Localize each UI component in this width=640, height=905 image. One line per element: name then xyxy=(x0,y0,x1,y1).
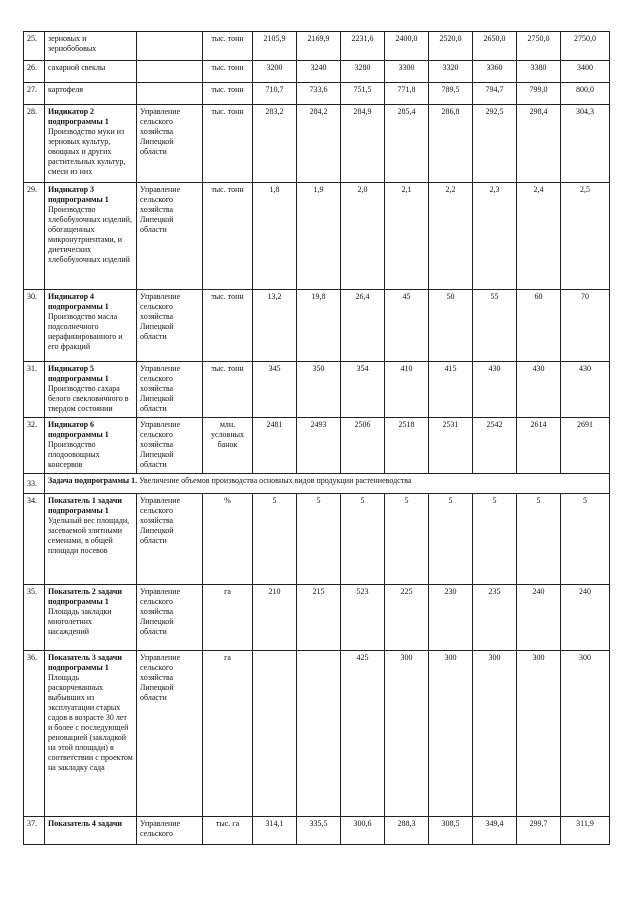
unit-of-measure: га xyxy=(203,585,253,651)
value-cell: 225 xyxy=(385,585,429,651)
value-cell: 300 xyxy=(517,651,561,817)
indicator-title: Показатель 3 задачи подпрограммы 1 xyxy=(48,653,122,672)
value-cell: 300 xyxy=(429,651,473,817)
indicator-title: Показатель 1 задачи подпрограммы 1 xyxy=(48,496,122,515)
table-row xyxy=(24,494,610,585)
indicator-cell xyxy=(45,585,137,651)
value-cell: 298,4 xyxy=(517,105,561,183)
value-cell: 2,0 xyxy=(341,183,385,290)
row-number: 26. xyxy=(24,61,45,83)
value-cell: 2506 xyxy=(341,418,385,474)
table-row xyxy=(24,651,610,817)
value-cell: 2542 xyxy=(473,418,517,474)
table-row xyxy=(24,105,610,183)
indicator-title: Индикатор 6 подпрограммы 1 xyxy=(48,420,109,439)
value-cell: 425 xyxy=(341,651,385,817)
unit-of-measure: тыс. тонн xyxy=(203,362,253,418)
indicator-description: Площадь закладки многолетних насаждений xyxy=(48,607,112,636)
row-number: 34. xyxy=(24,494,45,585)
value-cell: 292,5 xyxy=(473,105,517,183)
value-cell: 299,7 xyxy=(517,817,561,845)
value-cell: 45 xyxy=(385,290,429,362)
value-cell: 283,2 xyxy=(253,105,297,183)
row-number: 31. xyxy=(24,362,45,418)
value-cell: 5 xyxy=(385,494,429,585)
value-cell: 215 xyxy=(297,585,341,651)
value-cell: 210 xyxy=(253,585,297,651)
indicator-cell xyxy=(45,290,137,362)
value-cell: 2518 xyxy=(385,418,429,474)
row-number: 28. xyxy=(24,105,45,183)
table-row xyxy=(24,183,610,290)
value-cell: 314,1 xyxy=(253,817,297,845)
value-cell: 799,0 xyxy=(517,83,561,105)
value-cell: 5 xyxy=(297,494,341,585)
value-cell: 430 xyxy=(561,362,610,418)
row-number: 37. xyxy=(24,817,45,845)
value-cell: 415 xyxy=(429,362,473,418)
value-cell: 2493 xyxy=(297,418,341,474)
table-row xyxy=(24,61,610,83)
indicator-description: Производство хлебобулочных изделий, обогащенных микронутриентами, и диетических хлебобулочных изделий xyxy=(48,205,132,264)
value-cell xyxy=(297,651,341,817)
unit-of-measure: га xyxy=(203,651,253,817)
indicator-description: Производство плодоовощных консервов xyxy=(48,440,100,469)
value-cell: 2531 xyxy=(429,418,473,474)
unit-of-measure: млн. условных банок xyxy=(203,418,253,474)
table-row xyxy=(24,418,610,474)
value-cell: 2520,0 xyxy=(429,32,473,61)
indicator-description: сахарной свеклы xyxy=(48,63,106,72)
task-description xyxy=(45,474,610,494)
value-cell: 286,8 xyxy=(429,105,473,183)
table-row xyxy=(24,362,610,418)
task-row xyxy=(24,474,610,494)
indicator-cell xyxy=(45,32,137,61)
indicator-title: Индикатор 4 подпрограммы 1 xyxy=(48,292,109,311)
table-row xyxy=(24,83,610,105)
value-cell: 19,8 xyxy=(297,290,341,362)
row-number: 30. xyxy=(24,290,45,362)
row-number: 35. xyxy=(24,585,45,651)
indicator-cell xyxy=(45,362,137,418)
table-row xyxy=(24,817,610,845)
table-row xyxy=(24,32,610,61)
value-cell: 2614 xyxy=(517,418,561,474)
value-cell: 3280 xyxy=(341,61,385,83)
value-cell: 5 xyxy=(253,494,297,585)
unit-of-measure: % xyxy=(203,494,253,585)
value-cell: 349,4 xyxy=(473,817,517,845)
indicator-description: Производство муки из зерновых культур, овощных и других растительных культур, смеси из них xyxy=(48,127,126,176)
value-cell: 751,5 xyxy=(341,83,385,105)
value-cell: 733,6 xyxy=(297,83,341,105)
indicator-cell xyxy=(45,494,137,585)
indicator-description: Площадь раскорчеванных выбывших из эксплуатации старых садов в возрасте 30 лет и более с последующей реновацией (закладкой на этой площади) в соответствии с проектом на закладку сада xyxy=(48,673,133,772)
indicator-title: Индикатор 2 подпрограммы 1 xyxy=(48,107,109,126)
value-cell: 3380 xyxy=(517,61,561,83)
value-cell: 771,8 xyxy=(385,83,429,105)
value-cell: 800,0 xyxy=(561,83,610,105)
responsible-organization xyxy=(137,61,203,83)
value-cell: 288,3 xyxy=(385,817,429,845)
value-cell: 284,9 xyxy=(341,105,385,183)
value-cell: 300 xyxy=(473,651,517,817)
value-cell: 354 xyxy=(341,362,385,418)
unit-of-measure: тыс. тонн xyxy=(203,105,253,183)
table-row xyxy=(24,585,610,651)
value-cell: 235 xyxy=(473,585,517,651)
value-cell: 13,2 xyxy=(253,290,297,362)
value-cell: 350 xyxy=(297,362,341,418)
indicator-cell xyxy=(45,651,137,817)
value-cell: 335,5 xyxy=(297,817,341,845)
value-cell: 311,9 xyxy=(561,817,610,845)
responsible-organization: Управление сельского хозяйства Липецкой области xyxy=(137,418,203,474)
value-cell: 2750,0 xyxy=(517,32,561,61)
value-cell: 70 xyxy=(561,290,610,362)
value-cell: 284,2 xyxy=(297,105,341,183)
value-cell: 5 xyxy=(341,494,385,585)
indicator-title: Индикатор 5 подпрограммы 1 xyxy=(48,364,109,383)
indicator-cell xyxy=(45,418,137,474)
indicator-cell xyxy=(45,61,137,83)
value-cell: 2,5 xyxy=(561,183,610,290)
value-cell: 300 xyxy=(561,651,610,817)
value-cell: 2650,0 xyxy=(473,32,517,61)
value-cell: 304,3 xyxy=(561,105,610,183)
responsible-organization: Управление сельского xyxy=(137,817,203,845)
indicator-description: Производство масла подсолнечного нерафинированного и его фракций xyxy=(48,312,123,351)
indicator-cell xyxy=(45,83,137,105)
value-cell: 3320 xyxy=(429,61,473,83)
value-cell: 1,9 xyxy=(297,183,341,290)
value-cell: 3300 xyxy=(385,61,429,83)
indicator-cell xyxy=(45,105,137,183)
value-cell: 789,5 xyxy=(429,83,473,105)
responsible-organization: Управление сельского хозяйства Липецкой области xyxy=(137,585,203,651)
responsible-organization: Управление сельского хозяйства Липецкой области xyxy=(137,494,203,585)
value-cell: 5 xyxy=(561,494,610,585)
value-cell: 285,4 xyxy=(385,105,429,183)
value-cell: 50 xyxy=(429,290,473,362)
value-cell: 240 xyxy=(517,585,561,651)
responsible-organization xyxy=(137,83,203,105)
value-cell: 2481 xyxy=(253,418,297,474)
value-cell: 3360 xyxy=(473,61,517,83)
value-cell: 3240 xyxy=(297,61,341,83)
table-body-task xyxy=(24,474,610,494)
value-cell: 55 xyxy=(473,290,517,362)
unit-of-measure: тыс. га xyxy=(203,817,253,845)
value-cell: 794,7 xyxy=(473,83,517,105)
value-cell: 1,8 xyxy=(253,183,297,290)
row-number: 27. xyxy=(24,83,45,105)
task-title: Задача подпрограммы 1. xyxy=(48,476,138,485)
unit-of-measure: тыс. тонн xyxy=(203,61,253,83)
value-cell: 5 xyxy=(429,494,473,585)
value-cell: 430 xyxy=(517,362,561,418)
row-number: 25. xyxy=(24,32,45,61)
indicator-title: Показатель 4 задачи xyxy=(48,819,122,828)
table-body-measures xyxy=(24,494,610,845)
value-cell: 2105,9 xyxy=(253,32,297,61)
value-cell: 300,6 xyxy=(341,817,385,845)
value-cell: 5 xyxy=(473,494,517,585)
unit-of-measure: тыс. тонн xyxy=(203,32,253,61)
responsible-organization xyxy=(137,32,203,61)
responsible-organization: Управление сельского хозяйства Липецкой области xyxy=(137,290,203,362)
responsible-organization: Управление сельского хозяйства Липецкой области xyxy=(137,105,203,183)
responsible-organization: Управление сельского хозяйства Липецкой области xyxy=(137,651,203,817)
value-cell: 2400,0 xyxy=(385,32,429,61)
row-number: 29. xyxy=(24,183,45,290)
indicator-description: Производство сахара белого свекловичного в твердом состоянии xyxy=(48,384,129,413)
indicator-title: Индикатор 3 подпрограммы 1 xyxy=(48,185,109,204)
indicator-title: Показатель 2 задачи подпрограммы 1 xyxy=(48,587,122,606)
value-cell xyxy=(253,651,297,817)
value-cell: 410 xyxy=(385,362,429,418)
value-cell: 240 xyxy=(561,585,610,651)
table-row xyxy=(24,290,610,362)
value-cell: 3200 xyxy=(253,61,297,83)
value-cell: 26,4 xyxy=(341,290,385,362)
value-cell: 345 xyxy=(253,362,297,418)
indicator-description: Удельный вес площади, засеваемой элитными семенами, в общей площади посевов xyxy=(48,516,130,555)
unit-of-measure: тыс. тонн xyxy=(203,290,253,362)
responsible-organization: Управление сельского хозяйства Липецкой области xyxy=(137,183,203,290)
value-cell: 2691 xyxy=(561,418,610,474)
value-cell: 230 xyxy=(429,585,473,651)
value-cell: 2,4 xyxy=(517,183,561,290)
value-cell: 710,7 xyxy=(253,83,297,105)
value-cell: 5 xyxy=(517,494,561,585)
value-cell: 523 xyxy=(341,585,385,651)
value-cell: 2169,9 xyxy=(297,32,341,61)
value-cell: 430 xyxy=(473,362,517,418)
indicator-cell xyxy=(45,817,137,845)
unit-of-measure: тыс. тонн xyxy=(203,183,253,290)
indicator-description: зерновых и зернобобовых xyxy=(48,34,97,53)
table-body-indicators xyxy=(24,32,610,474)
indicator-description: картофеля xyxy=(48,85,84,94)
indicators-table xyxy=(23,31,610,845)
value-cell: 2,1 xyxy=(385,183,429,290)
row-number: 33. xyxy=(24,474,45,494)
unit-of-measure: тыс. тонн xyxy=(203,83,253,105)
indicator-cell xyxy=(45,183,137,290)
task-text: Увеличение объемов производства основных видов продукции растениеводства xyxy=(137,476,412,485)
value-cell: 2750,0 xyxy=(561,32,610,61)
row-number: 36. xyxy=(24,651,45,817)
value-cell: 300 xyxy=(385,651,429,817)
responsible-organization: Управление сельского хозяйства Липецкой области xyxy=(137,362,203,418)
value-cell: 2,2 xyxy=(429,183,473,290)
value-cell: 308,5 xyxy=(429,817,473,845)
value-cell: 2231,6 xyxy=(341,32,385,61)
value-cell: 2,3 xyxy=(473,183,517,290)
row-number: 32. xyxy=(24,418,45,474)
value-cell: 60 xyxy=(517,290,561,362)
value-cell: 3400 xyxy=(561,61,610,83)
